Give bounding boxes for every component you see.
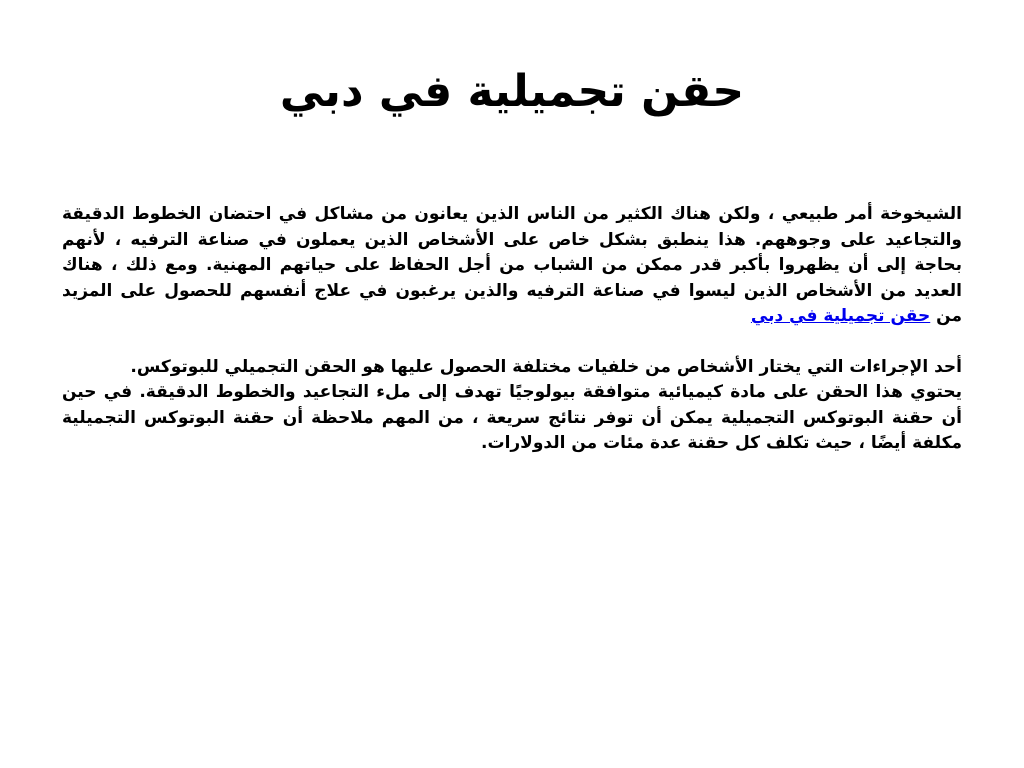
slide-title: حقن تجميلية في دبي <box>279 66 745 117</box>
cosmetic-injections-link[interactable]: حقن تجميلية في دبي <box>750 306 931 326</box>
paragraph-botox-line: يحتوي هذا الحقن على مادة كيميائية متوافقة بيولوجيًا تهدف إلى ملء التجاعيد والخطوط الدقيقة. في حين أن حقنة البوتوكس التجميلية يمكن أن توفر نتائج سريعة ، من المهم ملاحظة أن حقنة البوتوكس التجميلية مكلفة أيضًا ، حيث تكلف كل حقنة عدة مئات من الدولارات. <box>62 382 962 453</box>
paragraph-aging <box>62 202 962 330</box>
paragraph-botox <box>62 355 962 457</box>
paragraph-botox-line: أحد الإجراءات التي يختار الأشخاص من خلفيات مختلفة الحصول عليها هو الحقن التجميلي للبوتوكس. <box>130 356 962 377</box>
slide-body <box>62 202 962 457</box>
paragraph-aging-text: الشيخوخة أمر طبيعي ، ولكن هناك الكثير من الناس الذين يعانون من مشاكل في احتضان الخطوط الدقيقة والتجاعيد على وجوههم. هذا ينطبق بشكل خاص على الأشخاص الذين يعملون في صناعة الترفيه ، لأنهم بحاجة إلى أن يظهروا بأكبر قدر ممكن من الشباب من أجل الحفاظ على حياتهم المهنية. ومع ذلك ، هناك العديد من الأشخاص الذين ليسوا في صناعة الترفيه والذين يرغبون في علاج أنفسهم للحصول على المزيد من <box>62 204 962 326</box>
